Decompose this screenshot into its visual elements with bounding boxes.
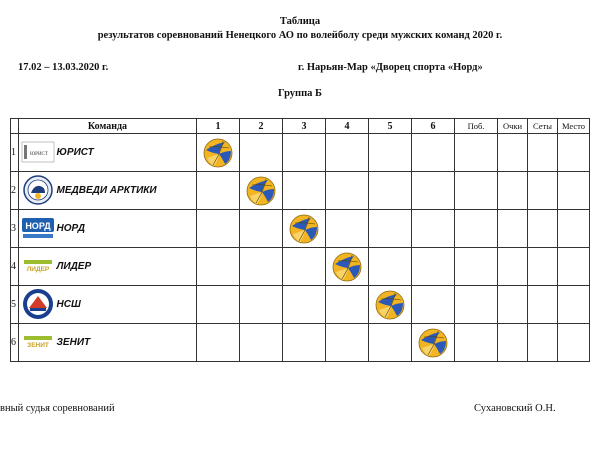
team-logo <box>19 248 57 286</box>
match-result-cell <box>326 324 369 362</box>
match-result-cell <box>283 134 326 172</box>
nssh-logo-icon <box>21 288 55 320</box>
wins-cell <box>455 248 498 286</box>
volleyball-icon <box>246 176 276 206</box>
place-cell <box>558 324 590 362</box>
document-title: Таблица <box>279 16 321 27</box>
match-result-cell <box>326 134 369 172</box>
group-title: Группа Б <box>278 88 322 99</box>
match-result-cell <box>412 248 455 286</box>
points-cell <box>498 134 528 172</box>
match-result-cell <box>369 248 412 286</box>
lider-logo-icon <box>21 250 55 282</box>
volleyball-icon <box>332 252 362 282</box>
svg-text:НОРД: НОРД <box>25 221 51 231</box>
table-row <box>11 286 590 324</box>
team-logo <box>19 172 57 210</box>
self-match-cell <box>197 134 240 172</box>
team-name: НОРД <box>57 210 197 248</box>
volleyball-icon <box>203 138 233 168</box>
header-team: Команда <box>19 119 197 134</box>
competition-dates: 17.02 – 13.03.2020 г. <box>18 62 109 73</box>
match-result-cell <box>240 286 283 324</box>
volleyball-icon <box>375 290 405 320</box>
match-result-cell <box>369 134 412 172</box>
place-cell <box>558 248 590 286</box>
competition-venue: г. Нарьян-Мар «Дворец спорта «Норд» <box>298 62 483 73</box>
yurist-logo-icon <box>21 136 55 168</box>
svg-text:ЮРИСТ: ЮРИСТ <box>30 152 48 157</box>
sets-cell <box>528 248 558 286</box>
team-name: ЛИДЕР <box>57 248 197 286</box>
team-logo <box>19 134 57 172</box>
header-place: Место <box>558 119 590 134</box>
header-col-2: 2 <box>240 119 283 134</box>
match-result-cell <box>326 172 369 210</box>
team-name: МЕДВЕДИ АРКТИКИ <box>57 172 197 210</box>
zenit-logo-icon <box>21 326 55 358</box>
match-result-cell <box>283 248 326 286</box>
self-match-cell <box>412 324 455 362</box>
match-result-cell <box>326 286 369 324</box>
match-result-cell <box>197 172 240 210</box>
match-result-cell <box>326 210 369 248</box>
svg-text:ЛИДЕР: ЛИДЕР <box>26 266 50 273</box>
team-number: 5 <box>11 286 19 324</box>
wins-cell <box>455 286 498 324</box>
document-subtitle: результатов соревнований Ненецкого АО по волейболу среди мужских команд 2020 г. <box>97 30 503 41</box>
self-match-cell <box>240 172 283 210</box>
wins-cell <box>455 134 498 172</box>
match-result-cell <box>197 324 240 362</box>
svg-text:ЗЕНИТ: ЗЕНИТ <box>27 342 49 349</box>
header-col-5: 5 <box>369 119 412 134</box>
match-result-cell <box>412 286 455 324</box>
points-cell <box>498 248 528 286</box>
volleyball-icon <box>289 214 319 244</box>
place-cell <box>558 172 590 210</box>
header-col-3: 3 <box>283 119 326 134</box>
team-name: ЮРИСТ <box>57 134 197 172</box>
match-result-cell <box>240 248 283 286</box>
match-result-cell <box>240 210 283 248</box>
points-cell <box>498 324 528 362</box>
team-number: 4 <box>11 248 19 286</box>
team-number: 2 <box>11 172 19 210</box>
points-cell <box>498 172 528 210</box>
header-col-4: 4 <box>326 119 369 134</box>
chief-judge-name: Сухановский О.Н. <box>474 403 556 414</box>
team-logo <box>19 286 57 324</box>
match-result-cell <box>412 172 455 210</box>
self-match-cell <box>369 286 412 324</box>
match-result-cell <box>369 172 412 210</box>
match-result-cell <box>197 286 240 324</box>
results-table <box>10 118 590 362</box>
sets-cell <box>528 286 558 324</box>
match-result-cell <box>240 134 283 172</box>
table-row <box>11 134 590 172</box>
team-number: 3 <box>11 210 19 248</box>
self-match-cell <box>283 210 326 248</box>
header-col-6: 6 <box>412 119 455 134</box>
wins-cell <box>455 324 498 362</box>
match-result-cell <box>283 324 326 362</box>
points-cell <box>498 286 528 324</box>
header-points: Очки <box>498 119 528 134</box>
place-cell <box>558 286 590 324</box>
self-match-cell <box>326 248 369 286</box>
sets-cell <box>528 134 558 172</box>
match-result-cell <box>240 324 283 362</box>
chief-judge-label: вный судья соревнований <box>0 403 115 414</box>
match-result-cell <box>197 210 240 248</box>
table-row <box>11 324 590 362</box>
team-logo <box>19 210 57 248</box>
match-result-cell <box>369 210 412 248</box>
team-number: 1 <box>11 134 19 172</box>
table-row <box>11 248 590 286</box>
table-row <box>11 172 590 210</box>
match-result-cell <box>283 172 326 210</box>
team-name: ЗЕНИТ <box>57 324 197 362</box>
match-result-cell <box>412 134 455 172</box>
team-logo <box>19 324 57 362</box>
place-cell <box>558 210 590 248</box>
match-result-cell <box>197 248 240 286</box>
sets-cell <box>528 210 558 248</box>
sets-cell <box>528 172 558 210</box>
sets-cell <box>528 324 558 362</box>
table-header-row <box>11 119 590 134</box>
place-cell <box>558 134 590 172</box>
team-number: 6 <box>11 324 19 362</box>
header-num <box>11 119 19 134</box>
match-result-cell <box>283 286 326 324</box>
team-name: НСШ <box>57 286 197 324</box>
wins-cell <box>455 172 498 210</box>
table-row <box>11 210 590 248</box>
match-result-cell <box>369 324 412 362</box>
nord-logo-icon <box>21 212 55 244</box>
header-wins: Поб. <box>455 119 498 134</box>
volleyball-icon <box>418 328 448 358</box>
header-sets: Сеты <box>528 119 558 134</box>
header-col-1: 1 <box>197 119 240 134</box>
wins-cell <box>455 210 498 248</box>
match-result-cell <box>412 210 455 248</box>
medvedi-arktiki-logo-icon <box>21 174 55 206</box>
points-cell <box>498 210 528 248</box>
